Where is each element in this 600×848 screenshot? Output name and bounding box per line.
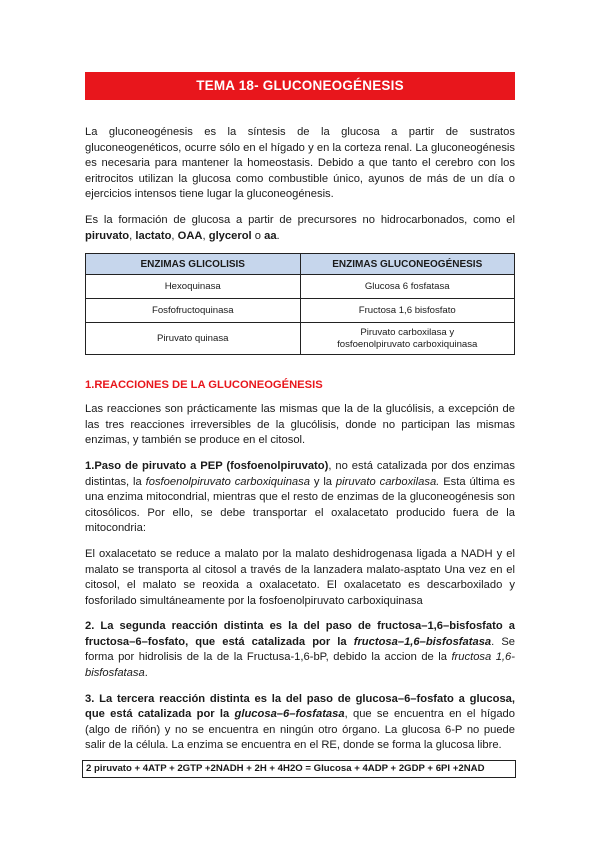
enzyme-pepck: fosfoenolpiruvato carboxiquinasa (145, 475, 310, 488)
table-header-gluconeogenesis: ENZIMAS GLUCONEOGÉNESIS (300, 254, 515, 275)
enzyme-pyruvate-carboxylase: piruvato carboxilasa. (335, 475, 440, 488)
reaction-3 (85, 692, 515, 754)
reaction-2-text: . (144, 667, 148, 680)
reaction-1-lead: 1.Paso de piruvato a PEP (fosfoenolpiruvato) (85, 459, 329, 472)
precursor-lactato: lactato (135, 229, 172, 242)
reaction-3-text: , que se encuentra en el hígado (algo de riñón) y no se encuentra en ningún otro órgano. La glucosa 6-P no puede salir de la célula. La enzima se encuentra en el RE, donde se forma la glucosa libre. (85, 708, 516, 752)
table-cell: Piruvato carboxilasa y fosfoenolpiruvato carboxiquinasa (300, 323, 515, 355)
table-cell: Fosfofructoquinasa (86, 299, 301, 323)
reaction-3-lead: 3. La tercera reacción distinta es la del paso de glucosa–6–fosfato a glucosa, que está catalizada por la (85, 692, 515, 721)
table-cell: Hexoquinasa (86, 275, 301, 299)
separator: , (202, 229, 209, 242)
separator: , (171, 229, 178, 242)
precursor-oaa: OAA (177, 229, 203, 242)
section-heading: 1.REACCIONES DE LA GLUCONEOGÉNESIS (85, 379, 323, 392)
reaction-2 (85, 619, 515, 681)
enzymes-table (85, 253, 515, 355)
enzyme-fbpase-2: fructosa 1,6-bisfosfatasa (85, 651, 515, 680)
reaction-1-detail: El oxalacetato se reduce a malato por la malato deshidrogenasa ligada a NADH y el malato se transporta al citosol a través de la lanzadera malato-asptato Una vez en el citosol, el malato se reoxida a oxalacetato. El oxalacetato es descarboxilado y fosforilado simultáneamente por la fosfoenolpiruvato carboxiquinasa (85, 547, 515, 607)
document-page (85, 72, 515, 778)
intro-paragraph-2 (85, 213, 515, 244)
enzyme-fbpase: fructosa–1,6–bisfosfatasa (353, 635, 492, 648)
page-title: TEMA 18- GLUCONEOGÉNESIS (85, 72, 515, 100)
section-intro: Las reacciones son prácticamente las mismas que la de la glucólisis, a excepción de las tres reacciones irreversibles de la glucólisis, donde no participan las mismas enzimas, y también se produce en el citosol. (85, 403, 515, 447)
enzyme-g6pase: glucosa–6–fosfatasa (234, 708, 345, 721)
reaction-2-text: . Se forma por hidrolisis de la de la Fructusa-1,6-bP, debido la accion de la (85, 635, 515, 664)
table-header-row (86, 254, 515, 275)
table-row (86, 275, 515, 299)
table-cell: Piruvato quinasa (86, 323, 301, 355)
reaction-1-text: , no está catalizada por dos enzimas distintas, la (85, 459, 515, 488)
table-header-glicolisis: ENZIMAS GLICOLISIS (86, 254, 301, 275)
precursor-piruvato: piruvato (85, 229, 130, 242)
separator: . (276, 229, 280, 242)
table-row (86, 299, 515, 323)
intro-paragraph-1: La gluconeogénesis es la síntesis de la glucosa a partir de sustratos gluconeogenéticos, ocurre sólo en el hígado y en la corteza renal. La gluconeogénesis es necesaria para mantener la homeostasis. Debido a que tanto el cerebro con los eritrocitos utilizan la glucosa como combustible único, ayunos de más de un día o ejercicios intensos tiene lugar la gluconeogénesis. (85, 126, 515, 201)
table-row (86, 323, 515, 355)
separator: , (129, 229, 136, 242)
precursor-glycerol: glycerol (208, 229, 252, 242)
overall-equation: 2 piruvato + 4ATP + 2GTP +2NADH + 2H + 4H2O = Glucosa + 4ADP + 2GDP + 6PI +2NAD (82, 760, 516, 778)
table-cell: Glucosa 6 fosfatasa (300, 275, 515, 299)
table-cell: Fructosa 1,6 bisfosfato (300, 299, 515, 323)
reaction-2-lead: 2. La segunda reacción distinta es la del paso de fructosa–1,6–bisfosfato a fructosa–6–fosfato, que está catalizada por la (85, 620, 515, 648)
reaction-1 (85, 459, 515, 537)
reaction-1-text: Esta última es una enzima mitocondrial, mientras que el resto de enzimas de la gluconeogénesis son citosólicos. Por ello, se debe transportar el oxalacetato producido fuera de la mitocondria: (85, 475, 515, 535)
separator: o (251, 229, 265, 242)
precursor-aa: aa (264, 229, 277, 242)
reaction-1-text: y la (309, 475, 336, 488)
intro-p2-prefix: Es la formación de glucosa a partir de precursores no hidrocarbonados, como el (85, 213, 515, 226)
